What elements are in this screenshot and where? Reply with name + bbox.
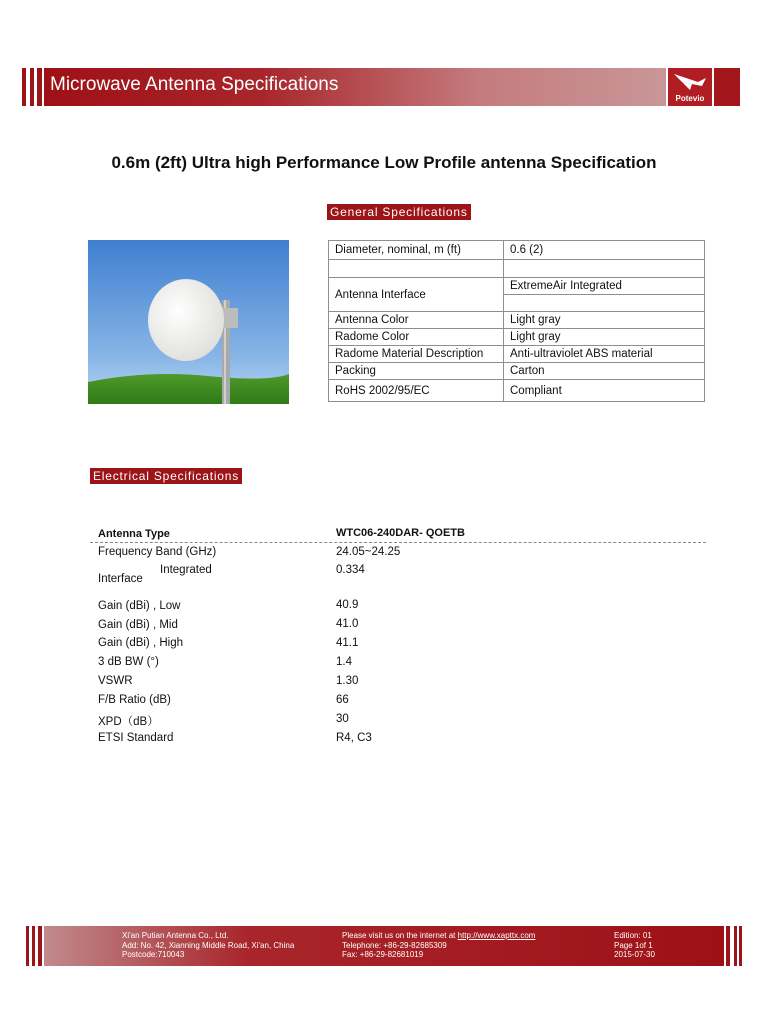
electrical-specs-label: Electrical Specifications (90, 468, 242, 484)
interface-value: 0.334 (336, 564, 365, 576)
antenna-interface-label: Antenna Interface (329, 278, 504, 312)
bird-logo-icon (668, 68, 712, 94)
spec-param: 3 dB BW (°) (98, 656, 159, 668)
footer-stripes-left (26, 926, 42, 966)
antenna-type-value: WTC06-240DAR- QOETB (336, 527, 465, 539)
footer-page: Page 1of 1 (614, 940, 653, 950)
spec-value: R4, C3 (336, 732, 372, 744)
spec-param: XPD（dB） (98, 716, 159, 728)
footer-contact-block (342, 931, 535, 960)
company-logo (666, 68, 714, 106)
footer-date: 2015-07-30 (614, 950, 655, 959)
table-row (329, 346, 705, 363)
footer-stripes-right (726, 926, 742, 966)
spec-param: ETSI Standard (98, 732, 174, 744)
spec-value: 41.1 (336, 637, 359, 649)
footer-visit-text: Please visit us on the internet at (342, 931, 458, 940)
website-link[interactable]: http://www.xapttx.com (457, 931, 536, 940)
packing-value: Carton (504, 363, 705, 380)
general-specs-label: General Specifications (327, 204, 471, 220)
spec-value: 30 (336, 713, 349, 725)
general-specs-table (328, 240, 705, 402)
antenna-type-label: Antenna Type (98, 528, 170, 540)
header-title: Microwave Antenna Specifications (50, 74, 339, 95)
footer-edition: Edition: 01 (614, 931, 652, 940)
footer-company: Xi'an Putian Antenna Co., Ltd. (122, 931, 229, 940)
integrated-label: Integrated (160, 564, 212, 576)
frequency-band-label: Frequency Band (GHz) (98, 546, 217, 558)
spec-value: 1.4 (336, 656, 352, 668)
table-row (329, 278, 705, 295)
spec-param: Gain (dBi) , Low (98, 600, 181, 612)
footer-edition-block (614, 931, 655, 960)
spec-param: Gain (dBi) , High (98, 637, 184, 649)
footer-postcode: Postcode:710043 (122, 950, 185, 959)
header-tail (714, 68, 740, 106)
table-row (329, 260, 705, 278)
antenna-color-value: Light gray (504, 312, 705, 329)
table-row (329, 312, 705, 329)
table-row (329, 380, 705, 402)
diameter-value: 0.6 (2) (504, 241, 705, 260)
footer-visit (342, 931, 535, 941)
diameter-label: Diameter, nominal, m (ft) (329, 241, 504, 260)
header-divider (90, 542, 706, 543)
frequency-band-value: 24.05~24.25 (336, 546, 401, 558)
radome-color-label: Radome Color (329, 329, 504, 346)
document-title: 0.6m (2ft) Ultra high Performance Low Profile antenna Specification (111, 153, 657, 172)
radome-color-value: Light gray (504, 329, 705, 346)
radome-material-value: Anti-ultraviolet ABS material (504, 346, 705, 363)
spec-param: Gain (dBi) , Mid (98, 619, 178, 631)
footer-telephone: Telephone: +86-29-82685309 (342, 940, 447, 950)
radome-material-label: Radome Material Description (329, 346, 504, 363)
rohs-value: Compliant (504, 380, 705, 402)
table-row (329, 329, 705, 346)
spec-value: 1.30 (336, 675, 359, 687)
footer-company-block (122, 931, 294, 960)
logo-text: Potevio (675, 94, 705, 103)
antenna-color-label: Antenna Color (329, 312, 504, 329)
antenna-photo (88, 240, 289, 404)
spec-value: 41.0 (336, 618, 359, 630)
footer-fax: Fax: +86-29-82681019 (342, 950, 424, 959)
antenna-interface-value: ExtremeAir Integrated (504, 278, 705, 295)
spec-param: F/B Ratio (dB) (98, 694, 171, 706)
spec-param: VSWR (98, 675, 133, 687)
spec-value: 40.9 (336, 599, 359, 611)
interface-label: Interface (98, 573, 143, 585)
spec-value: 66 (336, 694, 349, 706)
table-row (329, 363, 705, 380)
footer-address: Add: No. 42, Xianning Middle Road, Xi'an, China (122, 940, 295, 950)
packing-label: Packing (329, 363, 504, 380)
header-stripes (22, 68, 42, 106)
rohs-label: RoHS 2002/95/EC (329, 380, 504, 402)
table-row (329, 241, 705, 260)
